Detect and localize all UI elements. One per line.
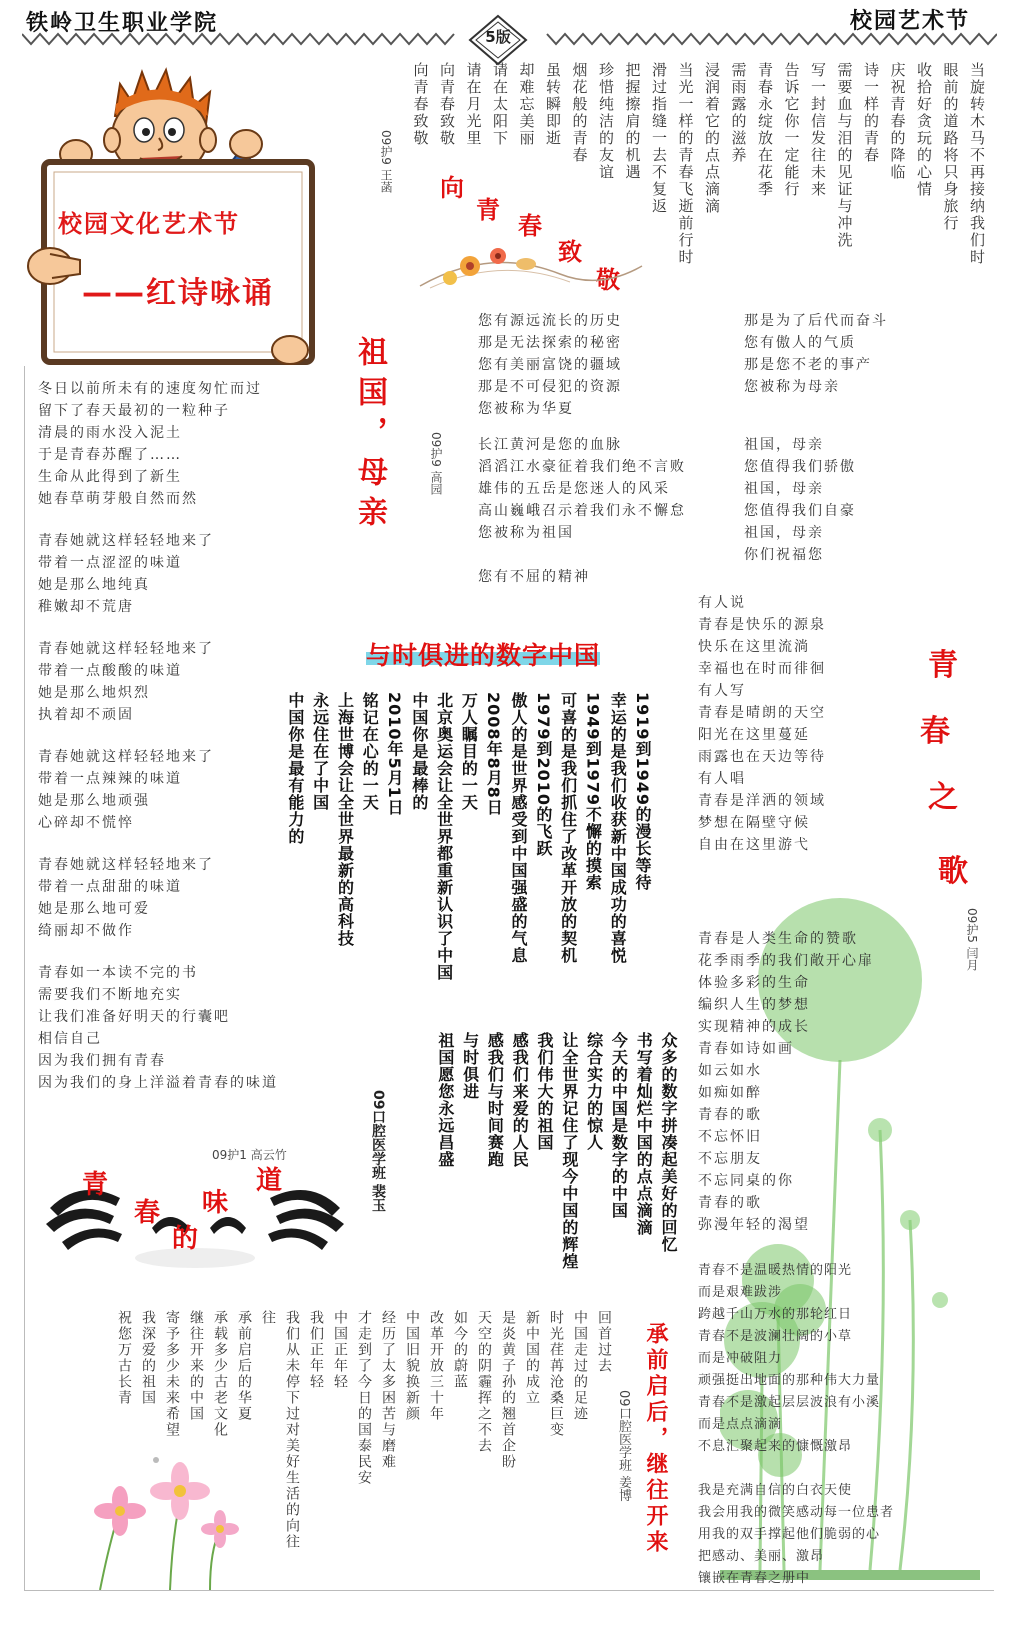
poem-digital-china-body-b: 众多的数字拼凑起美好的回忆 书写着灿烂中国的点点滴滴 今天的中国是数字的中国 综合实力的惊人 让全世界记住了现今中国的辉煌 我们伟大的祖国 感我们来爱的人民 感我们与时间赛跑 与时俱进 祖国愿您永远昌盛 bbox=[435, 1032, 678, 1270]
poem-song-of-youth-stanza-1: 有人说 青春是快乐的源泉 快乐在这里流淌 幸福也在时而徘徊 有人写 青春是晴朗的天空 阳光在这里蔓延 雨露也在天边等待 有人唱 青春是洋洒的领域 梦想在隔壁守候 自由在这里游弋 bbox=[698, 595, 826, 853]
sign-line-2: ——红诗咏诵 bbox=[82, 276, 274, 311]
cosmos-flower-illustration bbox=[60, 1440, 260, 1590]
poem-inherit-title: 承前启后，继往开来 bbox=[643, 1322, 668, 1556]
poem-motherland-title: 祖国，母亲 bbox=[352, 336, 387, 536]
poem-song-of-youth-stanza-4: 我是充满自信的白衣天使 我会用我的微笑感动每一位患者 用我的双手撑起他们脆弱的心 把感动、美丽、激昂 镶嵌在青春之册中 bbox=[698, 1483, 895, 1586]
page-bottom-border bbox=[24, 1590, 994, 1591]
poem-motherland-left-1: 您有源远流长的历史 那是无法探索的秘密 您有美丽富饶的疆域 那是不可侵犯的资源 您被称为华夏 bbox=[478, 313, 622, 417]
poem-motherland-left-3: 您有不屈的精神 bbox=[478, 569, 590, 585]
poem-inherit-body: 回首过去 中国走过的足迹 时光荏苒沧桑巨变 新中国的成立 是炎黄子孙的翘首企盼 天空的阴霾挥之不去 如今的蔚蓝 改革开放三十年 中国旧貌换新颜 经历了太多困苦与磨难 才走到了今日的国泰民安 中国正年轻 我们正年轻 我们从未停下过对美好生活的向往 往 承前启后的华夏 承载多少古老文化 继往开来的中国 寄予多少未来希望 我深爱的祖国 祝您万古长青 bbox=[116, 1310, 612, 1550]
poem-digital-china-body-a: 1919到1949的漫长等待 幸运的是我们收获新中国成功的喜悦 1949到1979不懈的摸索 可喜的是我们抓住了改革开放的契机 1979到2010的飞跃 傲人的是世界感受到中国强盛的气息 2008年8月8日 万人瞩目的一天 北京奥运会让全世界都重新认识了中国 中国你是最棒的 2010年5月1日 铭记在心的一天 上海世博会让全世界最新的高科技 永远住在了中国 中国你是最有能力的 bbox=[285, 692, 652, 981]
poem-digital-china-title: 与时俱进的数字中国 bbox=[366, 636, 600, 672]
poem-youth-flavor-title: 青 春 的 味 道 bbox=[82, 1166, 283, 1254]
poem-motherland-left-2: 长江黄河是您的血脉 滔滔江水豪征着我们绝不言败 雄伟的五岳是您迷人的风采 高山巍峨召示着我们永不懈怠 您被称为祖国 bbox=[478, 437, 686, 541]
poem-song-of-youth-title: 青 春 之 歌 bbox=[920, 648, 968, 889]
sign-line-1: 校园文化艺术节 bbox=[58, 210, 240, 238]
poem-song-of-youth-stanza-2: 青春是人类生命的赞歌 花季雨季的我们敞开心扉 体验多彩的生命 编织人生的梦想 实现精神的成长 青春如诗如画 如云如水 如痴如醉 青春的歌 不忘怀旧 不忘朋友 不忘同桌的你 青春的歌 弥漫年轻的渴望 bbox=[698, 931, 874, 1233]
poem-youth-flavor-body: 冬日以前所未有的速度匆忙而过 留下了春天最初的一粒种子 清晨的雨水没入泥土 于是青春苏醒了…… 生命从此得到了新生 她春草萌芽般自然而然 青春她就这样轻轻地来了 带着一点涩涩的味道 她是那么地纯真 稚嫩却不荒唐 青春她就这样轻轻地来了 带着一点酸酸的味道 她是那么地炽烈 执着却不顽固 青春她就这样轻轻地来了 带着一点辣辣的味道 她是那么地顽强 心碎却不慌悴 青春她就这样轻轻地来了 带着一点甜甜的味道 她是那么地可爱 绮丽却不做作 青春如一本读不完的书 需要我们不断地充实 让我们准备好明天的行囊吧 相信自己 因为我们拥有青春 因为我们的身上洋溢着青春的味道 bbox=[38, 381, 278, 1091]
poem-motherland-right-2: 祖国，母亲 您值得我们骄傲 祖国，母亲 您值得我们自豪 祖国，母亲 你们祝福您 bbox=[744, 437, 856, 563]
poem-song-of-youth-author: 09护5 闫月 bbox=[965, 908, 979, 971]
header-section: 校园艺术节 bbox=[850, 8, 971, 34]
poem-youth-salute-author: 09护9 王菡 bbox=[379, 130, 393, 193]
page-number: 5版 bbox=[485, 28, 511, 46]
poem-motherland-right-1: 那是为了后代而奋斗 您有傲人的气质 那是您不老的事产 您被称为母亲 bbox=[744, 313, 888, 395]
poem-youth-flavor-author: 09护1 高云竹 bbox=[212, 1148, 287, 1162]
poem-motherland-author: 09护9 高园 bbox=[429, 432, 443, 495]
poem-inherit-author: 09口腔医学班 姜博 bbox=[616, 1390, 631, 1502]
poem-youth-salute-body: 当旋转木马不再接纳我们时 眼前的道路将只身旅行 收拾好贪玩的心情 庆祝青春的降临 诗一样的青春 需要血与泪的见证与冲洗 写一封信发往未来 告诉它你一定能行 青春永绽放在花季 需雨露的滋养 浸润着它的点点滴滴 当光一样的青春飞逝前行时 滑过指缝一去不复返 把握擦肩的机遇 珍惜纯洁的友谊 烟花般的青春 虽转瞬即逝 却难忘美丽 请在太阳下 请在月光里 向青春致敬 向青春致敬 bbox=[411, 62, 986, 266]
poem-digital-china-author: 09口腔医学班 裴玉 bbox=[370, 1090, 386, 1213]
poem-song-of-youth-stanza-3: 青春不是温暖热情的阳光 而是艰难跋涉 跨越千山万水的那轮红日 青春不是波澜壮阔的小草 而是冲破阻力 顽强挺出地面的那种伟大力量 青春不是激起层层波浪有小溪 而是点点滴滴 不息汇聚起来的慷慨激昂 bbox=[698, 1263, 881, 1454]
page-left-border bbox=[24, 366, 25, 1590]
flower-swirl-decoration bbox=[410, 226, 650, 296]
poem-youth-salute-title: 向 青 春 致 敬 bbox=[440, 174, 620, 294]
header-school: 铁岭卫生职业学院 bbox=[26, 10, 219, 36]
